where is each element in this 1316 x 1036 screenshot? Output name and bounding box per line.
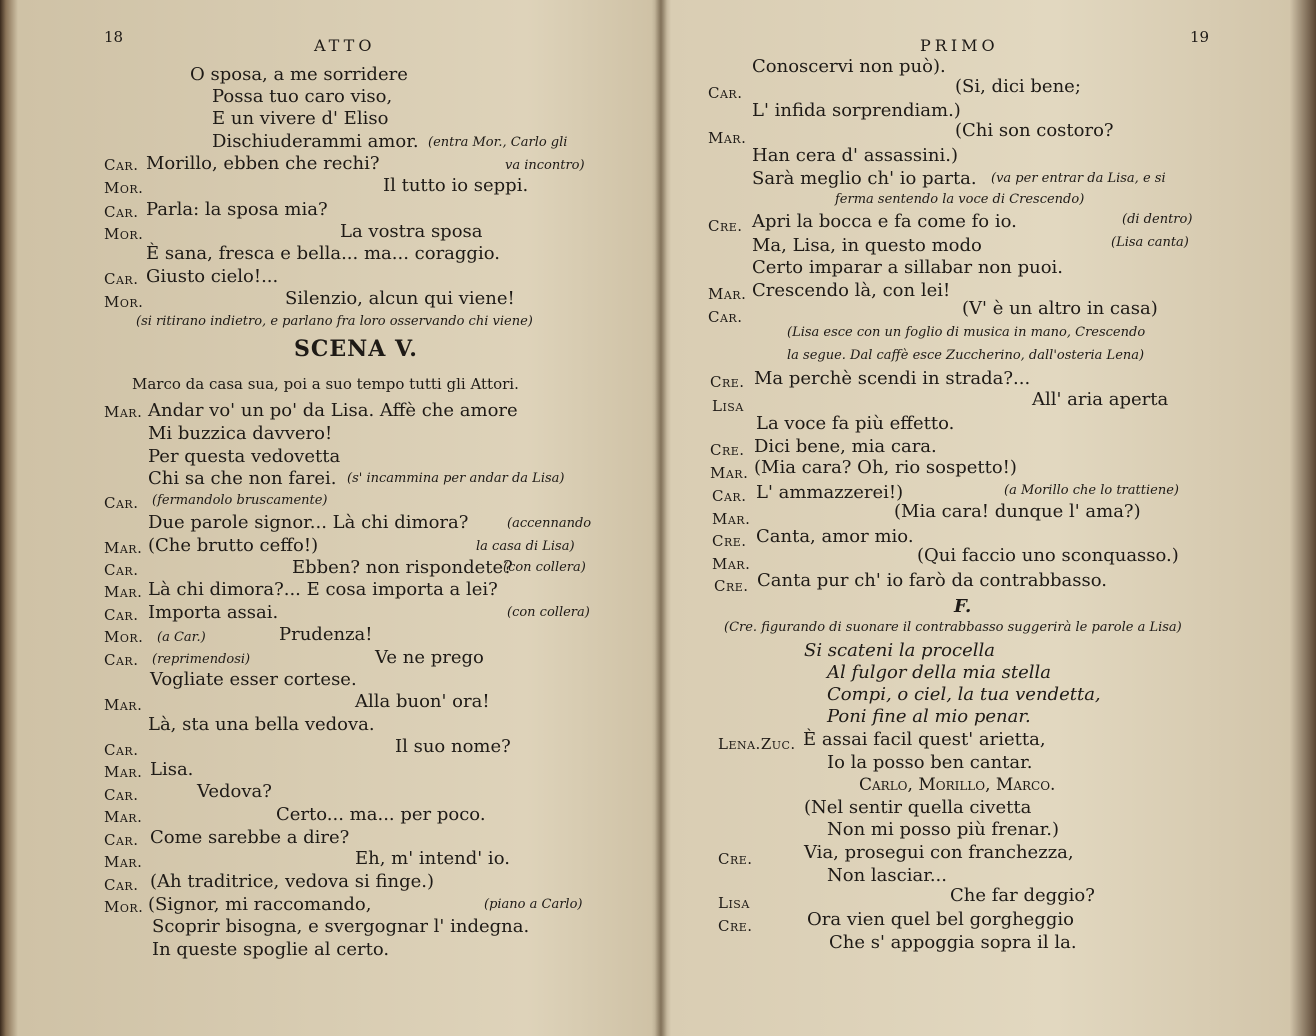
speaker-label: Car. bbox=[104, 156, 139, 174]
stage-direction: (Lisa canta) bbox=[1111, 235, 1189, 250]
text-line: Io la posso ben cantar. bbox=[827, 752, 1033, 773]
speaker-label: Mar. bbox=[104, 539, 143, 557]
speaker-label: Mar. bbox=[104, 763, 143, 781]
text-line: Si scateni la procella bbox=[804, 640, 995, 661]
speaker-label: Mor. bbox=[104, 179, 144, 197]
text-line: In queste spoglie al certo. bbox=[152, 939, 390, 960]
text-line: È assai facil quest' arietta, bbox=[803, 729, 1046, 750]
speaker-label: Car. bbox=[104, 741, 139, 759]
text-line: Vogliate esser cortese. bbox=[150, 669, 357, 690]
stage-direction: la segue. Dal caffè esce Zuccherino, dall'osteria Lena) bbox=[787, 348, 1145, 363]
text-line: Via, prosegui con franchezza, bbox=[804, 842, 1074, 863]
text-line: Prudenza! bbox=[279, 624, 373, 645]
stage-direction: (a Car.) bbox=[157, 630, 206, 645]
speaker-label: Lisa bbox=[718, 894, 750, 912]
stage-direction: (si ritirano indietro, e parlano fra loro osservando chi viene) bbox=[136, 314, 533, 329]
speaker-label: Mar. bbox=[104, 853, 143, 871]
text-line: Parla: la sposa mia? bbox=[146, 199, 328, 220]
text-line: Non lasciar... bbox=[827, 865, 947, 886]
text-line: Dischiuderammi amor. bbox=[212, 131, 419, 152]
text-line: (Mia cara! dunque l' ama?) bbox=[894, 501, 1141, 522]
page-number: 19 bbox=[1190, 28, 1210, 46]
speaker-label: Cre. bbox=[710, 373, 745, 391]
speaker-label: Car. bbox=[104, 203, 139, 221]
text-line: Possa tuo caro viso, bbox=[212, 86, 393, 107]
text-line: Che s' appoggia sopra il la. bbox=[829, 932, 1077, 953]
speaker-label: Car. bbox=[712, 487, 747, 505]
text-line: Andar vo' un po' da Lisa. Affè che amore bbox=[148, 400, 518, 421]
text-line: Ve ne prego bbox=[375, 647, 484, 668]
speaker-label: Mor. bbox=[104, 225, 144, 243]
speaker-label: Car. bbox=[104, 561, 139, 579]
text-line: Silenzio, alcun qui viene! bbox=[285, 288, 515, 309]
text-line: Dici bene, mia cara. bbox=[754, 436, 937, 457]
text-line: Al fulgor della mia stella bbox=[827, 662, 1051, 683]
music-mark: F. bbox=[954, 596, 972, 617]
speaker-label: Mar. bbox=[712, 510, 751, 528]
running-header: ATTO bbox=[314, 36, 376, 55]
text-line: (Nel sentir quella civetta bbox=[804, 797, 1032, 818]
stage-direction: (Cre. figurando di suonare il contrabbasso suggerirà le parole a Lisa) bbox=[724, 620, 1182, 635]
text-line: Canta pur ch' io farò da contrabbasso. bbox=[757, 570, 1107, 591]
speaker-label: Cre. bbox=[714, 577, 749, 595]
text-line: All' aria aperta bbox=[1032, 389, 1169, 410]
text-line: Eh, m' intend' io. bbox=[355, 848, 510, 869]
stage-direction: (Lisa esce con un foglio di musica in mano, Crescendo bbox=[787, 325, 1146, 340]
text-line: (Si, dici bene; bbox=[955, 76, 1081, 97]
stage-direction: (di dentro) bbox=[1122, 212, 1193, 227]
text-line: Giusto cielo!... bbox=[146, 266, 279, 287]
stage-direction: (s' incammina per andar da Lisa) bbox=[347, 471, 565, 486]
stage-direction: (a Morillo che lo trattiene) bbox=[1004, 483, 1179, 498]
text-line: (Ah traditrice, vedova si finge.) bbox=[150, 871, 434, 892]
text-line: È sana, fresca e bella... ma... coraggio. bbox=[146, 243, 500, 264]
stage-direction: (reprimendosi) bbox=[152, 652, 251, 667]
speaker-label: Car. bbox=[104, 606, 139, 624]
text-line: Per questa vedovetta bbox=[148, 446, 341, 467]
text-line: (V' è un altro in casa) bbox=[962, 298, 1158, 319]
stage-direction: (piano a Carlo) bbox=[484, 897, 583, 912]
text-line: Canta, amor mio. bbox=[756, 526, 914, 547]
speaker-label: Mar. bbox=[104, 403, 143, 421]
speaker-label: Lisa bbox=[712, 397, 744, 415]
speaker-label: Mor. bbox=[104, 628, 144, 646]
speaker-label: Mar. bbox=[710, 464, 749, 482]
speaker-label: Car. bbox=[708, 308, 743, 326]
text-line: Poni fine al mio penar. bbox=[827, 706, 1031, 727]
stage-direction: (con collera) bbox=[503, 560, 586, 575]
text-line: Certo... ma... per poco. bbox=[276, 804, 486, 825]
speaker-label: Car. bbox=[104, 494, 139, 512]
text-line: (Chi son costoro? bbox=[955, 120, 1114, 141]
speaker-label: Mar. bbox=[708, 285, 747, 303]
stage-direction: va incontro) bbox=[505, 158, 585, 173]
speaker-label: Cre. bbox=[718, 850, 753, 868]
stage-direction: (con collera) bbox=[507, 605, 590, 620]
stage-direction: la casa di Lisa) bbox=[476, 539, 575, 554]
speaker-label: Car. bbox=[104, 786, 139, 804]
text-line: Vedova? bbox=[197, 781, 272, 802]
speaker-label: Car. bbox=[104, 876, 139, 894]
text-line: Là, sta una bella vedova. bbox=[148, 714, 375, 735]
text-line: Là chi dimora?... E cosa importa a lei? bbox=[148, 579, 498, 600]
text-line: Marco da casa sua, poi a suo tempo tutti gli Attori. bbox=[132, 375, 519, 393]
text-line: Mi buzzica davvero! bbox=[148, 423, 333, 444]
text-line: (Che brutto ceffo!) bbox=[148, 535, 319, 556]
text-line: Importa assai. bbox=[148, 602, 279, 623]
running-header: PRIMO bbox=[920, 36, 999, 55]
text-line: Ebben? non rispondete? bbox=[292, 557, 513, 578]
text-line: Conoscervi non può). bbox=[752, 56, 946, 77]
text-line: Ma perchè scendi in strada?... bbox=[754, 368, 1031, 389]
speaker-label: Cre. bbox=[718, 917, 753, 935]
text-line: Compi, o ciel, la tua vendetta, bbox=[827, 684, 1101, 705]
text-line: (Signor, mi raccomando, bbox=[148, 894, 372, 915]
text-line: Carlo, Morillo, Marco. bbox=[859, 775, 1056, 795]
text-line: La voce fa più effetto. bbox=[756, 413, 955, 434]
text-line: L' infida sorprendiam.) bbox=[752, 100, 961, 121]
right-page bbox=[662, 0, 1316, 1036]
speaker-label: Cre. bbox=[712, 532, 747, 550]
text-line: Apri la bocca e fa come fo io. bbox=[752, 211, 1017, 232]
text-line: Due parole signor... Là chi dimora? bbox=[148, 512, 469, 533]
text-line: Non mi posso più frenar.) bbox=[827, 819, 1060, 840]
speaker-label: Mor. bbox=[104, 898, 144, 916]
text-line: Certo imparar a sillabar non puoi. bbox=[752, 257, 1064, 278]
text-line: Alla buon' ora! bbox=[355, 691, 490, 712]
text-line: Che far deggio? bbox=[950, 885, 1095, 906]
speaker-label: Lena.Zuc. bbox=[718, 735, 796, 753]
speaker-label: Mar. bbox=[104, 583, 143, 601]
stage-direction: (fermandolo bruscamente) bbox=[152, 493, 328, 508]
text-line: Il suo nome? bbox=[395, 736, 511, 757]
text-line: (Mia cara? Oh, rio sospetto!) bbox=[754, 457, 1017, 478]
text-line: Ma, Lisa, in questo modo bbox=[752, 235, 982, 256]
speaker-label: Cre. bbox=[710, 441, 745, 459]
text-line: (Qui faccio uno sconquasso.) bbox=[917, 545, 1179, 566]
text-line: Ora vien quel bel gorgheggio bbox=[807, 909, 1074, 930]
stage-direction: ferma sentendo la voce di Crescendo) bbox=[835, 192, 1085, 207]
text-line: L' ammazzerei!) bbox=[756, 482, 904, 503]
page-number: 18 bbox=[104, 28, 124, 46]
text-line: O sposa, a me sorridere bbox=[190, 64, 408, 85]
text-line: E un vivere d' Eliso bbox=[212, 108, 389, 129]
text-line: Come sarebbe a dire? bbox=[150, 827, 350, 848]
text-line: Sarà meglio ch' io parta. bbox=[752, 168, 977, 189]
text-line: Crescendo là, con lei! bbox=[752, 280, 951, 301]
speaker-label: Car. bbox=[104, 651, 139, 669]
speaker-label: Mar. bbox=[708, 129, 747, 147]
speaker-label: Car. bbox=[104, 831, 139, 849]
text-line: La vostra sposa bbox=[340, 221, 483, 242]
stage-direction: (va per entrar da Lisa, e si bbox=[991, 171, 1166, 186]
stage-direction: (accennando bbox=[507, 516, 592, 531]
scene-heading: SCENA V. bbox=[294, 336, 418, 362]
text-line: Han cera d' assassini.) bbox=[752, 145, 958, 166]
speaker-label: Mar. bbox=[104, 808, 143, 826]
speaker-label: Mor. bbox=[104, 293, 144, 311]
speaker-label: Mar. bbox=[712, 555, 751, 573]
speaker-label: Cre. bbox=[708, 217, 743, 235]
speaker-label: Mar. bbox=[104, 696, 143, 714]
text-line: Lisa. bbox=[150, 759, 194, 780]
stage-direction: (entra Mor., Carlo gli bbox=[428, 135, 568, 150]
text-line: Morillo, ebben che rechi? bbox=[146, 153, 380, 174]
text-line: Chi sa che non farei. bbox=[148, 468, 337, 489]
speaker-label: Car. bbox=[104, 270, 139, 288]
text-line: Il tutto io seppi. bbox=[383, 175, 529, 196]
text-line: Scoprir bisogna, e svergognar l' indegna. bbox=[152, 916, 530, 937]
speaker-label: Car. bbox=[708, 84, 743, 102]
